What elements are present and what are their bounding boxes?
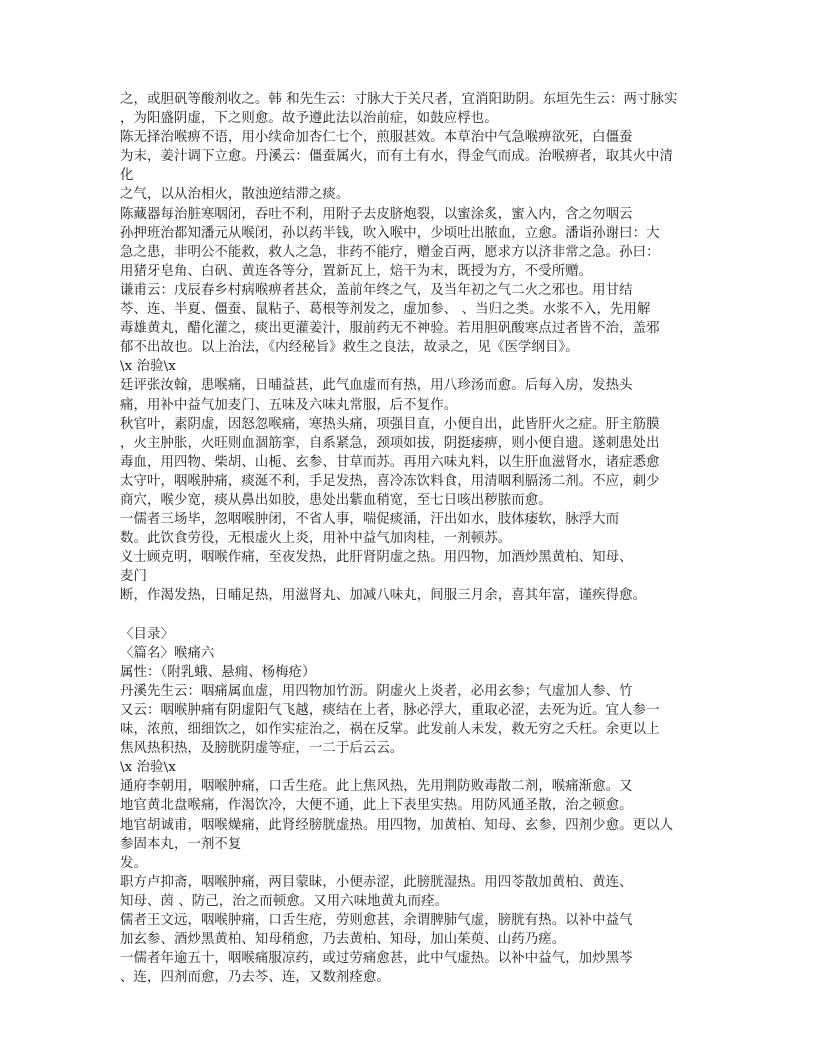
text-line: 又云：咽喉肿痛有阴虚阳气飞越，痰结在上者，脉必浮大，重取必涩，去死为近。宜人参一 <box>120 703 660 718</box>
chapter-attributes: 属性：（附乳蛾、悬痈、杨梅疮） <box>120 664 316 680</box>
text-line: 太守叶，咽喉肿痛，痰涎不利，手足发热，喜冷冻饮料食，用清咽利膈汤二剂。不应，刺少 <box>120 473 660 489</box>
text-line: 发。 <box>120 855 147 871</box>
text-line: 急之患，非明公不能救，救人之急，非药不能疗，赠金百两，愿求方以济非常之急。孙曰： <box>120 244 660 260</box>
text-line: 之，或胆矾等酸剂收之。韩 和先生云：寸脉大于关尺者，宜消阳助阴。东垣先生云：两寸脉实 <box>120 92 678 107</box>
text-line: 毒血，用四物、柴胡、山栀、玄参、甘草而苏。再用六味丸料，以生肝血滋肾水，诸症悉愈 <box>120 454 660 470</box>
text-line: 谦甫云：戊辰春乡村病喉痹者甚众，盖前年终之气，及当年初之气二火之邪也。用甘结 <box>120 282 633 298</box>
case-records-heading: \x 治验\x <box>120 760 176 776</box>
section-throat-obstruction-continued <box>120 90 720 606</box>
text-line: 毒雄黄丸，醋化灌之，痰出更灌姜汁，服前药无不神验。若用胆矾酸寒点过者皆不治，盖邪 <box>120 321 660 337</box>
text-line: 商穴，喉少宽，痰从鼻出如胶，患处出紫血稍宽，至七日咳出秽脓而愈。 <box>120 492 552 508</box>
text-line: 地官胡诚甫，咽喉燥痛，此肾经膀胱虚热。用四物，加黄柏、知母、玄参，四剂少愈。更以人 <box>120 817 674 833</box>
text-line: 断，作渴发热，日晡足热，用滋肾丸、加减八味丸，间服三月余，喜其年富，谨疾得愈。 <box>120 588 647 604</box>
chapter-title: 〈篇名〉喉痛六 <box>120 645 215 661</box>
section-spacer <box>120 606 720 625</box>
text-line: 丹溪先生云：咽痛属血虚，用四物加竹沥。阴虚火上炎者，必用玄参；气虚加人参、竹 <box>120 683 633 699</box>
text-line: 加玄参、酒炒黑黄柏、知母稍愈，乃去黄柏、知母，加山茱萸、山药乃瘥。 <box>120 932 566 948</box>
text-line: 儒者王文远，咽喉肿痛，口舌生疮，劳则愈甚，余谓脾肺气虚，膀胱有热。以补中益气 <box>120 913 633 929</box>
text-line: 通府李朝用，咽喉肿痛，口舌生疮。此上焦风热，先用荆防败毒散二剂，喉痛渐愈。又 <box>120 779 633 795</box>
text-line: 陈无择治喉痹不语，用小续命加杏仁七个，煎服甚效。本草治中气急喉痹欲死，白僵蚕 <box>120 130 633 146</box>
text-line: 知母、茵 、防己，治之而顿愈。又用六味地黄丸而痊。 <box>120 893 449 909</box>
section-throat-pain-six <box>120 625 720 988</box>
text-line: 焦风热积热，及膀胱阴虚等症，一二于后云云。 <box>120 741 404 757</box>
text-line: 义士顾克明，咽喉作痛，至夜发热，此肝肾阴虚之热。用四物，加酒炒黑黄柏、知母、 <box>120 550 633 566</box>
toc-marker: 〈目录〉 <box>120 626 174 642</box>
text-line: 廷评张汝翰，患喉痛，日晡益甚，此气血虚而有热，用八珍汤而愈。后每入房，发热头 <box>120 378 633 394</box>
text-line: 化 <box>120 168 134 184</box>
text-line: 味，浓煎，细细饮之，如作实症治之，祸在反掌。此发前人未发，救无穷之夭枉。余更以上 <box>120 722 660 738</box>
text-line: 参固本丸，一剂不复 <box>120 836 242 852</box>
text-line: 陈藏器每治脏寒咽闭，吞吐不利，用附子去皮脐炮裂，以蜜涂炙，蜜入内，含之勿咽云 <box>120 206 633 222</box>
text-line: 为末，姜汁调下立愈。丹溪云：僵蚕属火，而有土有水，得金气而成。治喉痹者，取其火中清 <box>120 149 674 165</box>
text-line: 、连，四剂而愈，乃去芩、连，又数剂痊愈。 <box>120 970 390 986</box>
text-line: 郁不出故也。以上治法，《内经秘旨》救生之良法，故录之，见《医学纲目》。 <box>120 340 579 356</box>
text-line: 数。此饮食劳役，无根虚火上炎，用补中益气加肉桂，一剂顿苏。 <box>120 531 512 547</box>
text-line: 麦门 <box>120 569 147 585</box>
text-line: 痛，用补中益气加麦门、五味及六味丸常服，后不复作。 <box>120 397 458 413</box>
text-line: 孙押班治都知潘元从喉闭，孙以药半钱，吹入喉中，少顷吐出脓血，立愈。潘诣孙谢曰：大 <box>120 225 660 241</box>
text-line: 职方卢抑斋，咽喉肿痛，两目蒙昧，小便赤涩，此膀胱湿热。用四苓散加黄柏、黄连、 <box>120 874 633 890</box>
text-line: 地官黄北盘喉痛，作渴饮冷，大便不通，此上下表里实热。用防风通圣散，治之顿愈。 <box>120 798 633 814</box>
text-line: 芩、连、半夏、僵蚕、鼠粘子、葛根等剂发之，虚加参、 、当归之类。水浆不入，先用解 <box>120 302 651 318</box>
text-line: ，为阳盛阴虚，下之则愈。故予遵此法以治前症，如鼓应桴也。 <box>120 111 498 127</box>
text-line: ，火主肿胀，火旺则血涸筋挛，自系紧急，颈项如拔，阴挺痿痹，则小便自遗。遂刺患处出 <box>120 435 660 451</box>
text-line: 用猪牙皂角、白矾、黄连各等分，置新瓦上，焙干为末，既授为方，不受所赠。 <box>120 263 593 279</box>
text-line: 之气，以从治相火，散浊逆结滞之痰。 <box>120 187 350 203</box>
text-line: 一儒者三场毕，忽咽喉肿闭，不省人事，喘促痰涌，汗出如水，肢体痿软，脉浮大而 <box>120 512 620 528</box>
text-line: 秋官叶，素阴虚，因怒忽喉痛，寒热头痛，项强目直，小便自出，此皆肝火之症。肝主筋膜 <box>120 416 660 432</box>
document-page <box>120 90 720 987</box>
text-line: 一儒者年逾五十，咽喉痛服凉药，或过劳痛愈甚，此中气虚热。以补中益气，加炒黑芩 <box>120 951 633 967</box>
case-records-heading: \x 治验\x <box>120 359 176 375</box>
